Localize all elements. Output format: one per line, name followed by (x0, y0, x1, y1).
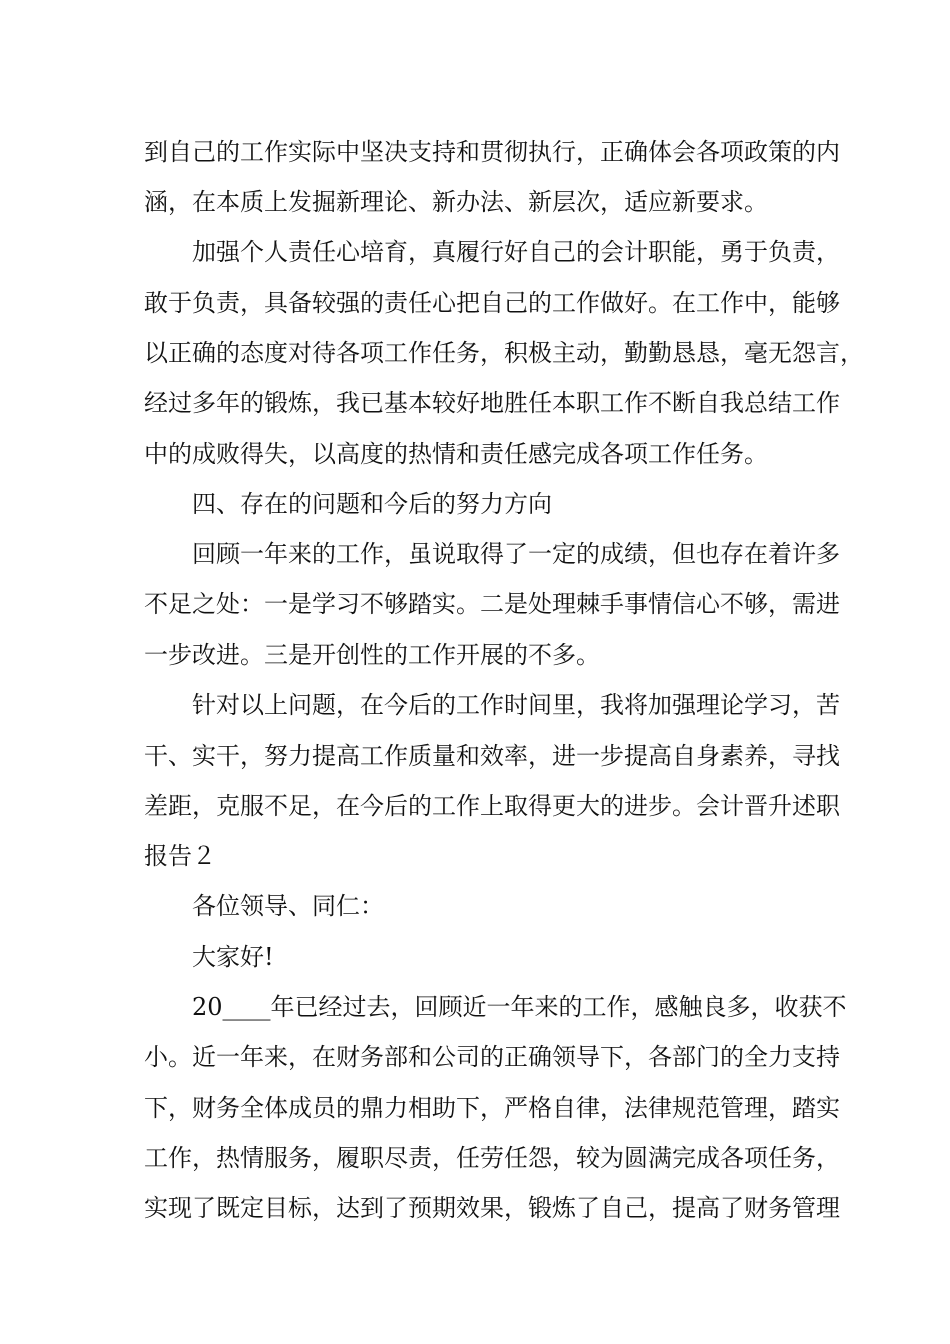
text-line: 以正确的态度对待各项工作任务，积极主动，勤勤恳恳，毫无怨言， (144, 339, 864, 367)
text-line: 20____年已经过去，回顾近一年来的工作，感触良多，收获不 (192, 993, 847, 1021)
report-title: 报告２ (144, 842, 216, 870)
section-heading: 四、存在的问题和今后的努力方向 (192, 490, 552, 518)
greeting: 大家好! (192, 943, 274, 971)
text-line: 差距，克服不足，在今后的工作上取得更大的进步。会计晋升述职 (144, 792, 840, 820)
text-line: 实现了既定目标，达到了预期效果，锻炼了自己，提高了财务管理 (144, 1194, 840, 1222)
text-line: 加强个人责任心培育，真履行好自己的会计职能，勇于负责， (192, 238, 840, 266)
text-line: 不足之处：一是学习不够踏实。二是处理棘手事情信心不够，需进 (144, 590, 840, 618)
text-line: 回顾一年来的工作，虽说取得了一定的成绩，但也存在着许多 (192, 540, 840, 568)
text-line: 一步改进。三是开创性的工作开展的不多。 (144, 641, 600, 669)
salutation: 各位领导、同仁： (192, 892, 384, 920)
text-line: 经过多年的锻炼，我已基本较好地胜任本职工作不断自我总结工作 (144, 389, 840, 417)
text-line: 干、实干，努力提高工作质量和效率，进一步提高自身素养，寻找 (144, 742, 840, 770)
text-line: 到自己的工作实际中坚决支持和贯彻执行，正确体会各项政策的内 (144, 138, 840, 166)
text-line: 小。近一年来，在财务部和公司的正确领导下，各部门的全力支持 (144, 1043, 840, 1071)
text-line: 中的成败得失，以高度的热情和责任感完成各项工作任务。 (144, 440, 768, 468)
text-line: 敢于负责，具备较强的责任心把自己的工作做好。在工作中，能够 (144, 289, 840, 317)
text-line: 涵，在本质上发掘新理论、新办法、新层次，适应新要求。 (144, 188, 768, 216)
text-line: 工作，热情服务，履职尽责，任劳任怨，较为圆满完成各项任务， (144, 1144, 840, 1172)
text-line: 下，财务全体成员的鼎力相助下，严格自律，法律规范管理，踏实 (144, 1094, 840, 1122)
text-line: 针对以上问题，在今后的工作时间里，我将加强理论学习，苦 (192, 691, 840, 719)
